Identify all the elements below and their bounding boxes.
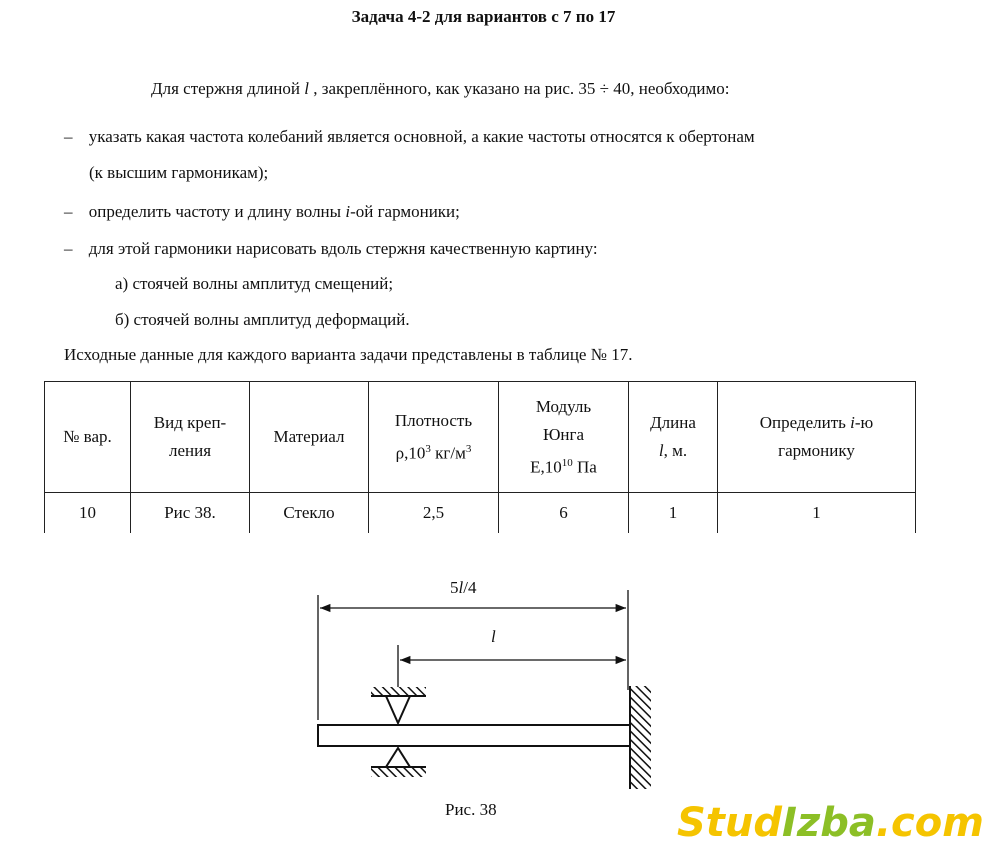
header-mount: Вид креп- ления <box>131 382 250 493</box>
intro-variable: l <box>304 79 309 98</box>
cell-mount: Рис 38. <box>131 493 250 534</box>
cell-material: Стекло <box>250 493 369 534</box>
subitem-b: б) стоячей волны амплитуд деформаций. <box>115 310 410 329</box>
figure-caption: Рис. 38 <box>445 800 497 819</box>
bullet-text: указать какая частота колебаний является основной, а какие частоты относятся к обертонам <box>88 127 755 146</box>
bullet-dash: – <box>64 202 73 221</box>
cell-variant: 10 <box>45 493 131 534</box>
dimension-label-part: l <box>491 627 496 646</box>
bullet-1-continued: (к высшим гармоникам); <box>89 163 269 182</box>
cell-harmonic: 1 <box>718 493 916 534</box>
header-variant: № вар. <box>45 382 131 493</box>
wall-hatching <box>630 686 651 789</box>
cell-modulus: 6 <box>499 493 629 534</box>
header-material: Материал <box>250 382 369 493</box>
bullet-text: для этой гармоники нарисовать вдоль стержня качественную картину: <box>88 239 598 258</box>
harmonic-variable: i <box>345 202 351 221</box>
bullet-text: определить частоту и длину волны i-ой гармоники; <box>88 202 460 221</box>
cell-density: 2,5 <box>369 493 499 534</box>
header-harmonic: Определить i-ю гармонику <box>718 382 916 493</box>
header-density: Плотность $\rho,10^3$ $кг/м^3$ <box>369 382 499 493</box>
bullet-dash: – <box>64 239 73 258</box>
bullet-dash: – <box>64 127 73 146</box>
watermark-logo: StudIzba.com <box>677 800 984 846</box>
intro-text-after: , закреплённого, как указано на рис. 35 ÷ 40, необходимо: <box>309 79 730 98</box>
cell-length: 1 <box>629 493 718 534</box>
table-intro-note: Исходные данные для каждого варианта задачи представлены в таблице № 17. <box>64 345 633 364</box>
intro-text-before: Для стержня длиной <box>151 79 305 98</box>
header-length: Длина l, м. <box>629 382 718 493</box>
page-title: Задача 4-2 для вариантов с 7 по 17 <box>351 7 616 26</box>
hinge-support-top <box>371 687 426 723</box>
subitem-a: а) стоячей волны амплитуд смещений; <box>115 274 394 293</box>
header-modulus: Модуль Юнга $Е,10^{10}$ Па <box>499 382 629 493</box>
dimension-label-total: 5l/4 <box>450 578 477 597</box>
hinge-support-bottom <box>371 748 426 777</box>
dimension-lines <box>318 590 628 720</box>
rod <box>318 725 630 746</box>
